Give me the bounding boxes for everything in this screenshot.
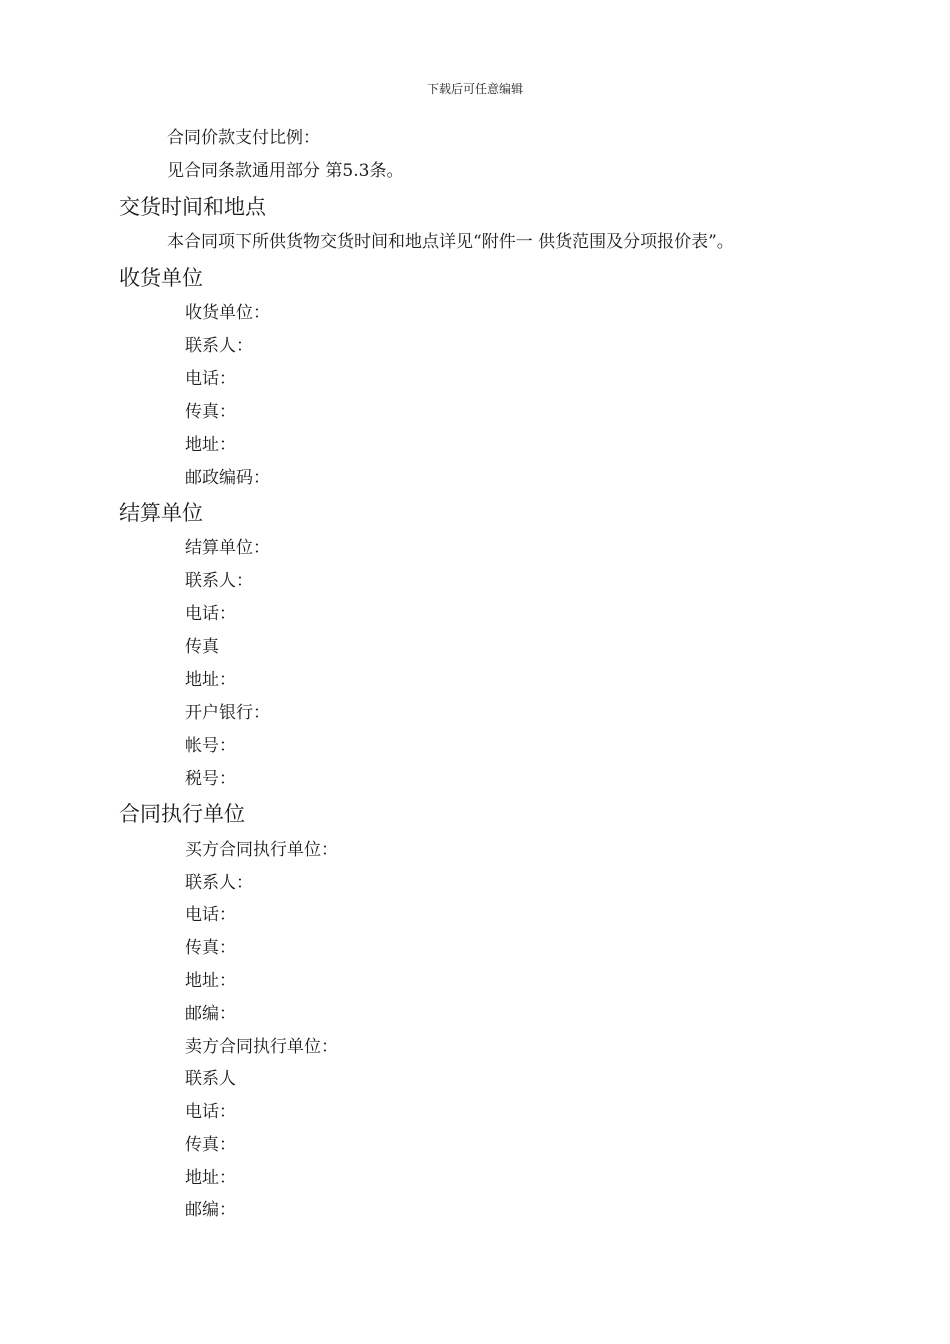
- receiving-field-postcode: 邮政编码：: [185, 468, 270, 488]
- buyer-field-fax: 传真：: [185, 938, 236, 958]
- buyer-field-phone: 电话：: [185, 905, 236, 925]
- receiving-field-unit: 收货单位：: [185, 303, 270, 323]
- receiving-field-address: 地址：: [185, 435, 236, 455]
- buyer-field-contact: 联系人：: [185, 873, 253, 893]
- settlement-field-unit: 结算单位：: [185, 538, 270, 558]
- settlement-field-tax-id: 税号：: [185, 769, 236, 789]
- delivery-text: 本合同项下所供货物交货时间和地点详见“附件一 供货范围及分项报价表”。: [167, 232, 734, 252]
- settlement-field-phone: 电话：: [185, 604, 236, 624]
- settlement-field-address: 地址：: [185, 670, 236, 690]
- settlement-field-contact: 联系人：: [185, 571, 253, 591]
- execution-heading: 合同执行单位: [119, 802, 245, 826]
- seller-field-address: 地址：: [185, 1168, 236, 1188]
- buyer-field-unit: 买方合同执行单位：: [185, 840, 338, 860]
- seller-field-unit: 卖方合同执行单位：: [185, 1037, 338, 1057]
- receiving-heading: 收货单位: [119, 266, 203, 290]
- settlement-field-fax: 传真: [185, 637, 219, 657]
- receiving-field-contact: 联系人：: [185, 336, 253, 356]
- buyer-field-address: 地址：: [185, 971, 236, 991]
- delivery-heading: 交货时间和地点: [119, 195, 266, 219]
- seller-field-contact: 联系人: [185, 1069, 236, 1089]
- settlement-field-bank: 开户银行：: [185, 703, 270, 723]
- payment-ratio-label: 合同价款支付比例：: [167, 128, 320, 148]
- settlement-field-account: 帐号：: [185, 736, 236, 756]
- buyer-field-postcode: 邮编：: [185, 1004, 236, 1024]
- seller-field-phone: 电话：: [185, 1102, 236, 1122]
- seller-field-postcode: 邮编：: [185, 1200, 236, 1220]
- settlement-heading: 结算单位: [119, 501, 203, 525]
- page-header: 下载后可任意编辑: [426, 82, 523, 96]
- receiving-field-phone: 电话：: [185, 369, 236, 389]
- payment-clause-note: 见合同条款通用部分 第5.3条。: [167, 161, 404, 181]
- receiving-field-fax: 传真：: [185, 402, 236, 422]
- seller-field-fax: 传真：: [185, 1135, 236, 1155]
